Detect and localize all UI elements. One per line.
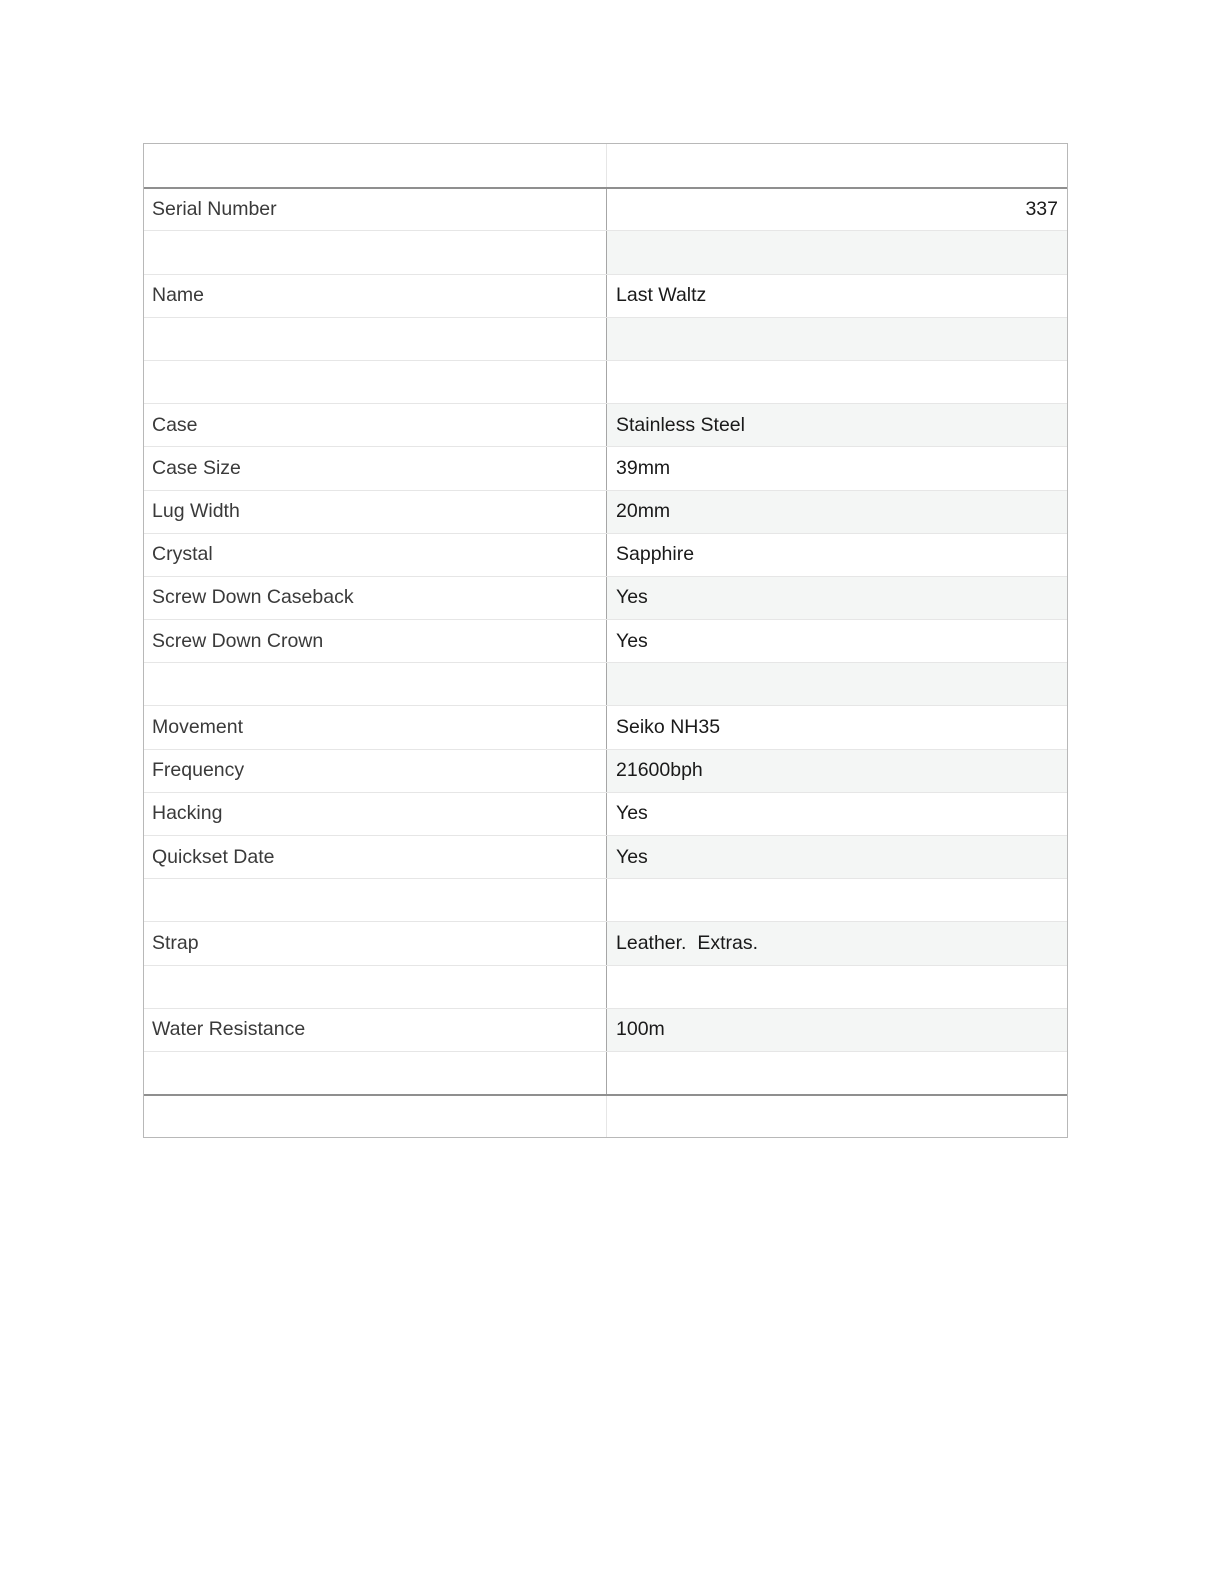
row-value: 100m <box>606 1009 1067 1051</box>
table-row <box>144 187 1067 230</box>
table-row <box>144 705 1067 748</box>
row-value <box>606 361 1067 403</box>
row-value: Leather. Extras. <box>606 922 1067 964</box>
row-label: Quickset Date <box>152 845 275 868</box>
table-row <box>144 835 1067 878</box>
row-label: Name <box>152 284 205 307</box>
row-value <box>606 318 1067 360</box>
table-row <box>144 360 1067 403</box>
row-value <box>606 231 1067 273</box>
table-row <box>144 446 1067 489</box>
row-label <box>144 318 606 360</box>
row-label <box>144 966 606 1008</box>
row-value <box>606 879 1067 921</box>
row-label: Hacking <box>152 802 223 825</box>
table-row <box>144 792 1067 835</box>
row-label: Water Resistance <box>152 1018 306 1041</box>
row-value: 20mm <box>606 491 1067 533</box>
row-value: Yes <box>606 577 1067 619</box>
table-row <box>144 274 1067 317</box>
table-row <box>144 403 1067 446</box>
row-value: Last Waltz <box>606 275 1067 317</box>
table-row <box>144 1051 1067 1094</box>
table-row <box>144 317 1067 360</box>
row-label: Screw Down Crown <box>152 629 324 652</box>
row-value: Seiko NH35 <box>606 706 1067 748</box>
table-header-row <box>144 144 1067 187</box>
row-value: 21600bph <box>606 750 1067 792</box>
row-value <box>606 1052 1067 1094</box>
table-row <box>144 878 1067 921</box>
header-cell-value <box>606 144 1067 187</box>
row-value <box>606 663 1067 705</box>
footer-cell-value <box>606 1096 1067 1137</box>
table-row <box>144 576 1067 619</box>
row-label <box>144 879 606 921</box>
row-label: Serial Number <box>152 198 277 221</box>
row-label: Movement <box>152 716 244 739</box>
row-value: Yes <box>606 836 1067 878</box>
table-row <box>144 965 1067 1008</box>
row-label <box>144 1052 606 1094</box>
table-row <box>144 662 1067 705</box>
row-value <box>606 966 1067 1008</box>
table-row <box>144 619 1067 662</box>
row-label: Screw Down Caseback <box>152 586 354 609</box>
table-row <box>144 230 1067 273</box>
row-label: Strap <box>152 931 199 954</box>
row-label <box>144 361 606 403</box>
header-cell-label <box>144 144 606 187</box>
table-row <box>144 1008 1067 1051</box>
row-label: Crystal <box>152 543 213 566</box>
row-value: 39mm <box>606 447 1067 489</box>
row-label: Lug Width <box>152 500 240 523</box>
row-value: 337 <box>606 189 1067 230</box>
table-row <box>144 921 1067 964</box>
watch-spec-table <box>143 143 1068 1138</box>
row-label <box>144 231 606 273</box>
row-value: Yes <box>606 793 1067 835</box>
table-row <box>144 490 1067 533</box>
row-label <box>144 663 606 705</box>
row-label: Case <box>152 413 198 436</box>
row-value: Sapphire <box>606 534 1067 576</box>
table-row <box>144 749 1067 792</box>
row-label: Frequency <box>152 759 245 782</box>
table-footer-row <box>144 1094 1067 1137</box>
table-row <box>144 533 1067 576</box>
row-label: Case Size <box>152 456 241 479</box>
row-value: Yes <box>606 620 1067 662</box>
row-value: Stainless Steel <box>606 404 1067 446</box>
footer-cell-label <box>144 1096 606 1137</box>
